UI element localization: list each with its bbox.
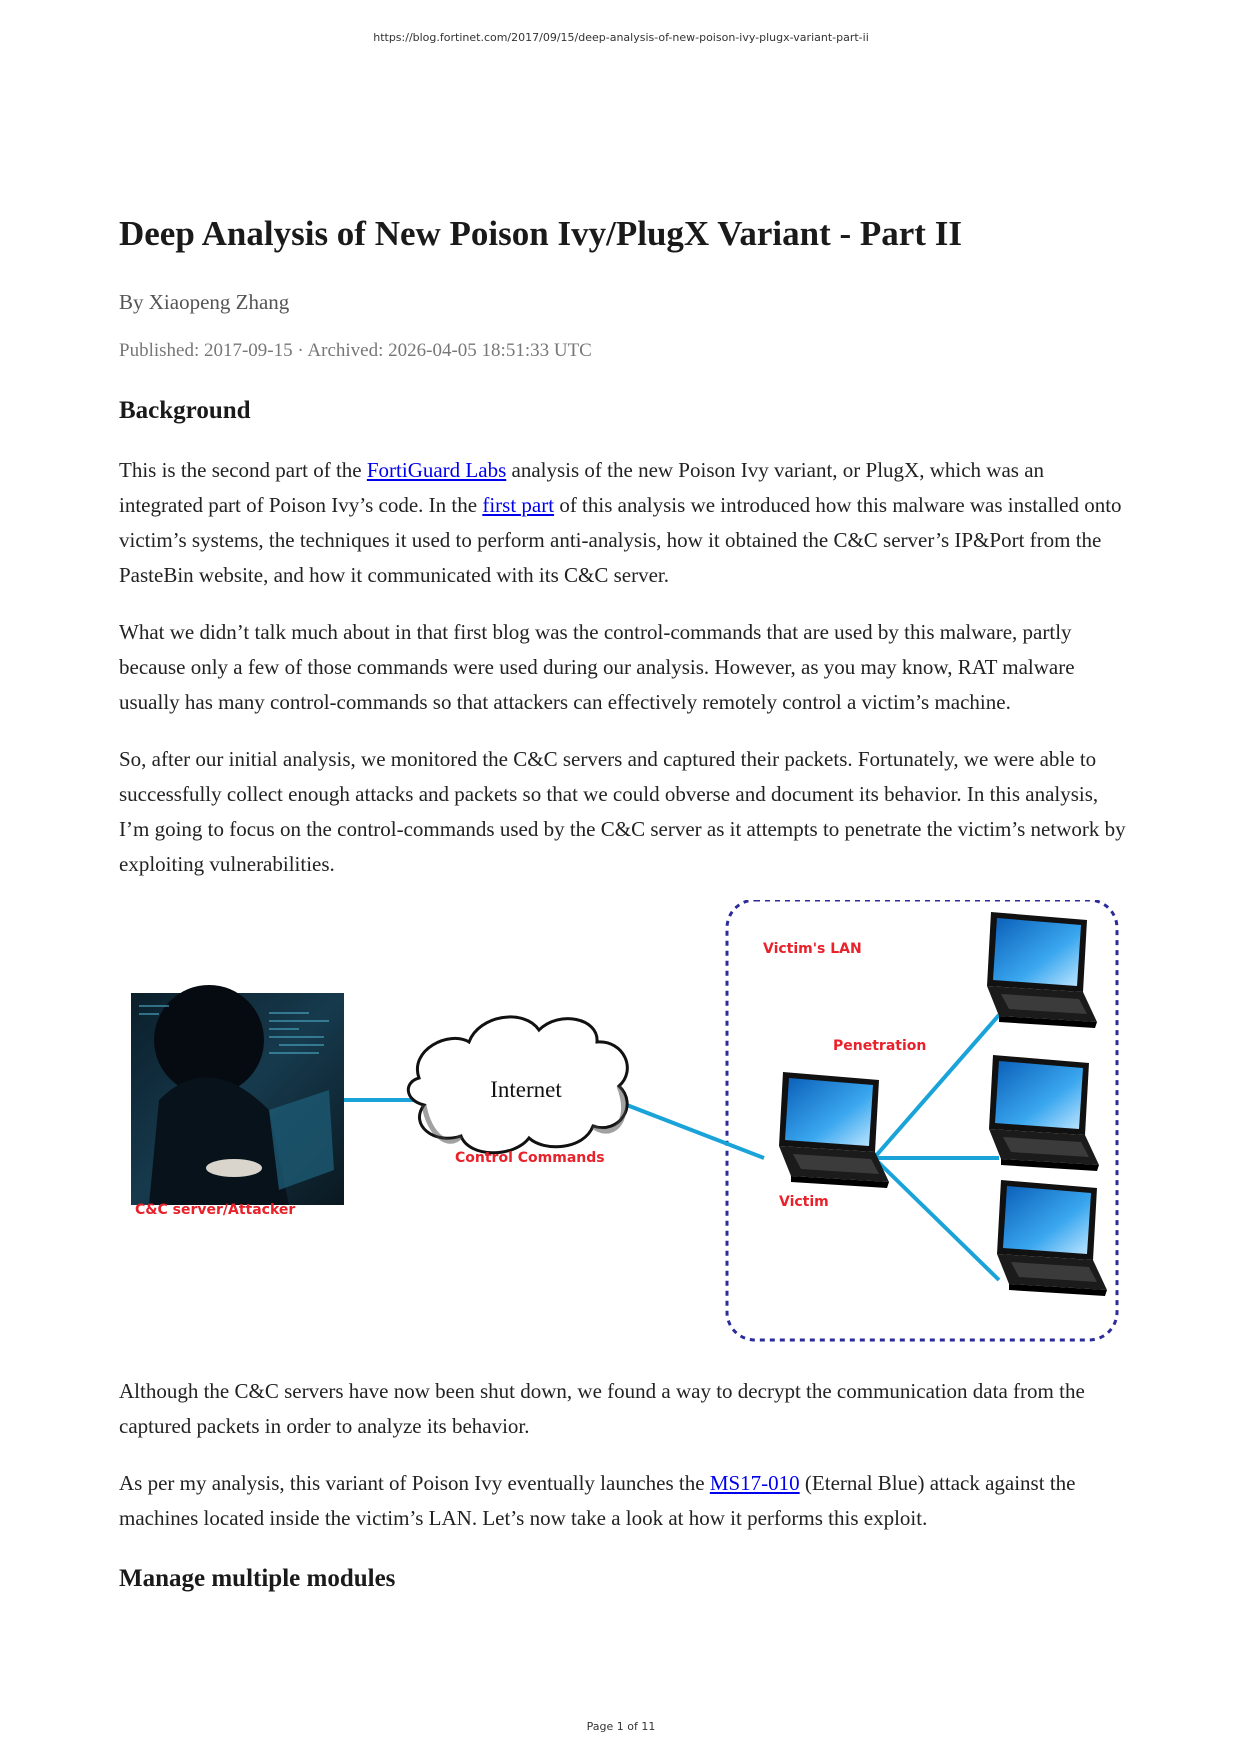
paragraph-ms17-010: As per my analysis, this variant of Poison Ivy eventually launches the MS17-010 (Eternal Blue) attack against the machines located inside the victim’s LAN. Let’s now take a look at how it performs this exploit. [119, 1471, 1076, 1530]
section-heading-manage-modules: Manage multiple modules [119, 1565, 396, 1592]
paragraph-decrypt: Although the C&C servers have now been shut down, we found a way to decrypt the communication data from the captured packets in order to analyze its behavior. [119, 1379, 1085, 1438]
lan-laptop-bottom [997, 1180, 1107, 1296]
article-title: Deep Analysis of New Poison Ivy/PlugX Variant - Part II [119, 214, 962, 253]
ms17-010-link[interactable]: MS17-010 [709, 1471, 800, 1495]
page-url-header: https://blog.fortinet.com/2017/09/15/deep-analysis-of-new-poison-ivy-plugx-variant-part-ii [373, 31, 869, 44]
attacker-label: C&C server/Attacker [135, 1202, 296, 1218]
author-byline: By Xiaopeng Zhang [119, 290, 290, 314]
paragraph-control-commands: What we didn’t talk much about in that first blog was the control-commands that are used by this malware, partly because only a few of those commands were used during our analysis. However, as you may know, RAT malware usually has many control-commands so that attackers can effectively remotely control a victim’s machine. [119, 620, 1075, 714]
first-part-link[interactable]: first part [482, 493, 555, 517]
publish-meta: Published: 2017-09-15 · Archived: 2026-04-05 18:51:33 UTC [119, 340, 592, 361]
victims-lan-label: Victim's LAN [763, 941, 862, 957]
victim-laptop [779, 1072, 889, 1188]
lan-laptop-top [987, 912, 1097, 1028]
lan-laptop-middle [989, 1055, 1099, 1171]
attack-diagram [119, 900, 1127, 1350]
control-commands-label: Control Commands [455, 1150, 605, 1166]
paragraph-intro: This is the second part of the FortiGuard Labs analysis of the new Poison Ivy variant, or PlugX, which was an integrated part of Poison Ivy’s code. In the first part of this analysis we introduced how this malware was installed onto victim’s systems, the techniques it used to perform anti-analysis, how it obtained the C&C server’s IP&Port from the PasteBin website, and how it communicated with its C&C server. [119, 458, 1122, 587]
section-heading-background: Background [119, 397, 251, 424]
page-number: Page 1 of 11 [586, 1720, 656, 1733]
fortiguard-labs-link[interactable]: FortiGuard Labs [366, 458, 507, 482]
victim-label: Victim [779, 1194, 829, 1210]
internet-label: Internet [490, 1077, 562, 1102]
penetration-label: Penetration [833, 1038, 927, 1054]
paragraph-monitoring: So, after our initial analysis, we monitored the C&C servers and captured their packets. Fortunately, we were able to successfully collect enough attacks and packets so that we could obverse and document its behavior. In this analysis, I’m going to focus on the control-commands used by the C&C server as it attempts to penetrate the victim’s network by exploiting vulnerabilities. [119, 747, 1126, 876]
attack-diagram-svg [119, 900, 1127, 1350]
